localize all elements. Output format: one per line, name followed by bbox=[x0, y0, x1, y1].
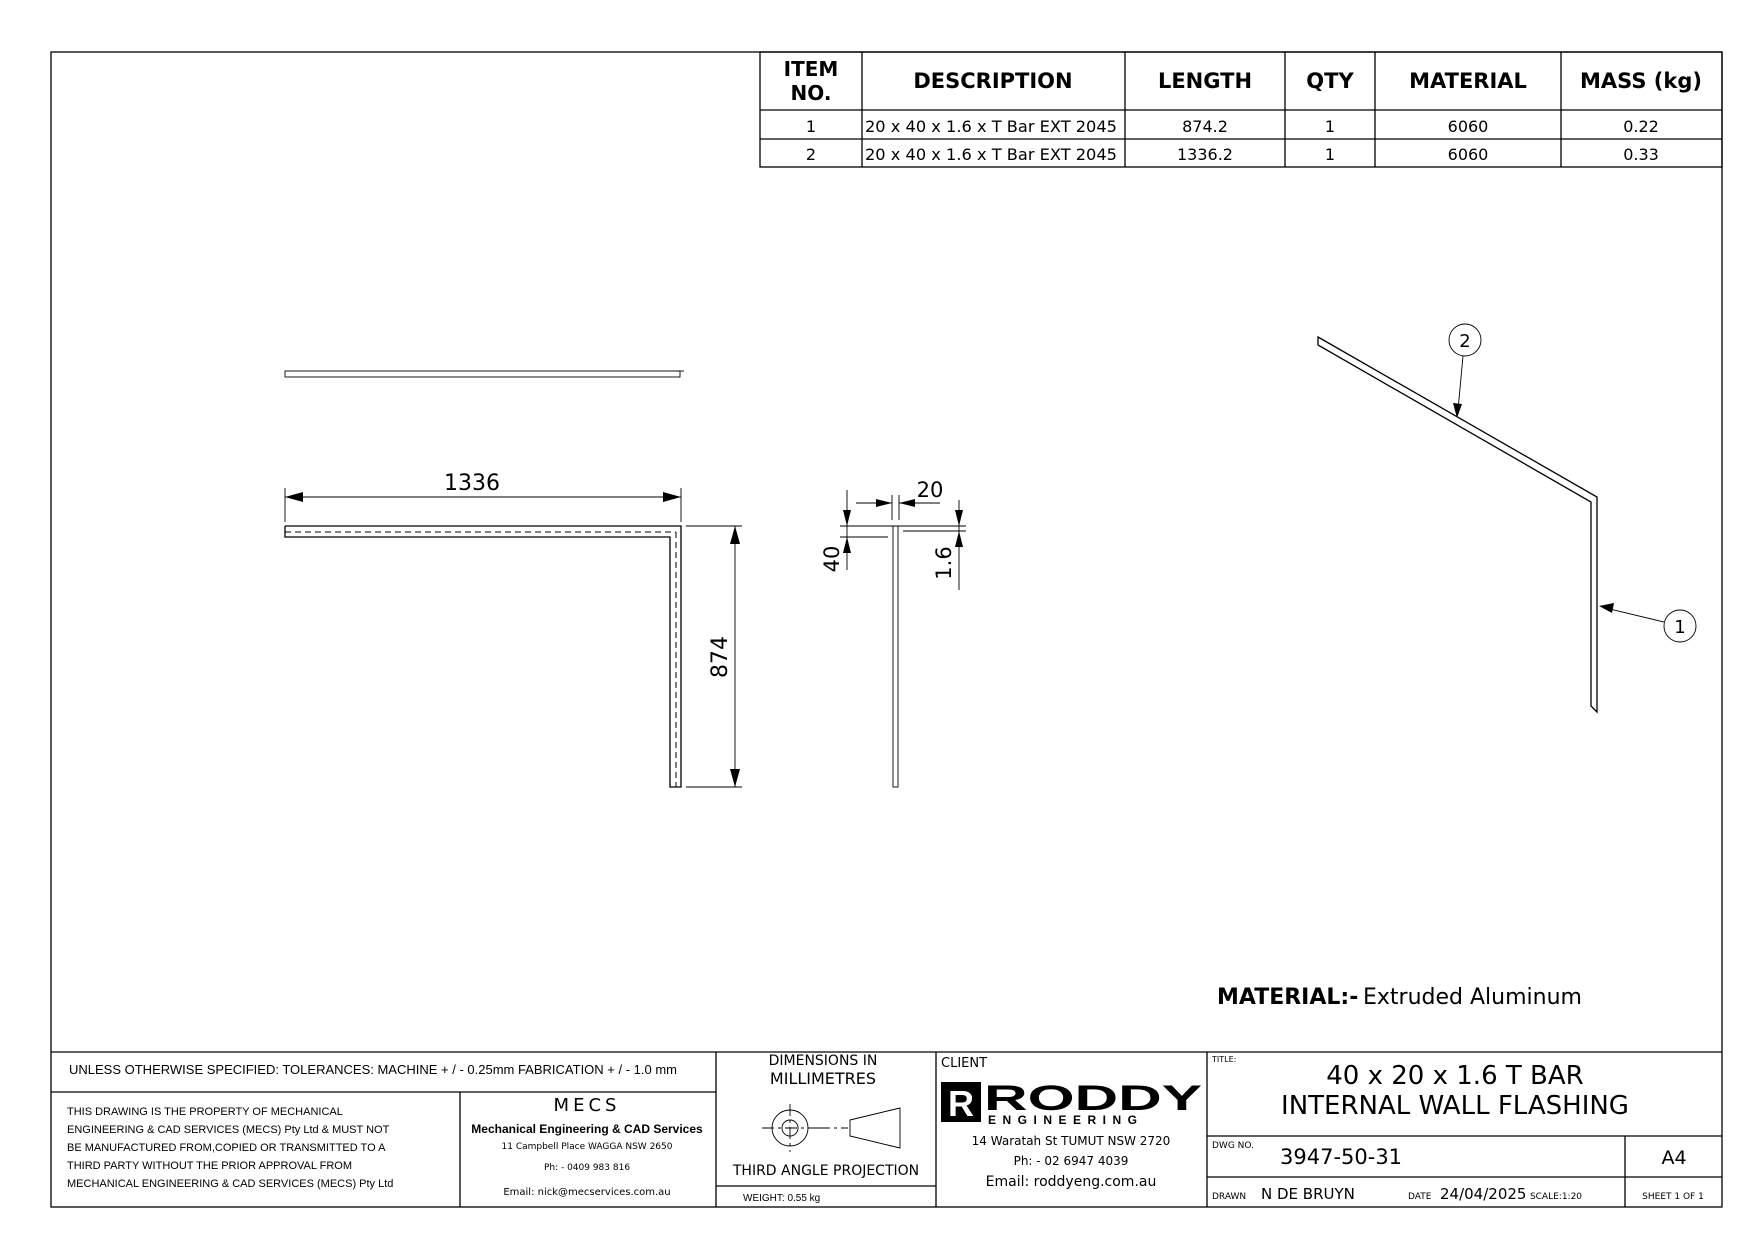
dimensions-in-line2: MILLIMETRES bbox=[769, 1069, 877, 1088]
bom-header-mass: MASS (kg) bbox=[1580, 69, 1702, 93]
weight-label: WEIGHT: 0.55 kg bbox=[743, 1193, 821, 1204]
bom-header-description: DESCRIPTION bbox=[913, 69, 1073, 93]
dimension-20 bbox=[856, 478, 943, 520]
roddy-logo-main: RODDY bbox=[984, 1079, 1202, 1118]
client-phone: Ph: - 02 6947 4039 bbox=[1013, 1154, 1129, 1168]
material-note-label: MATERIAL:- bbox=[1217, 985, 1359, 1010]
bom-cell-mass: 0.22 bbox=[1623, 117, 1659, 136]
roddy-logo bbox=[941, 1079, 1202, 1127]
dimensions-in-line1: DIMENSIONS IN bbox=[768, 1053, 878, 1069]
mecs-phone: Ph: - 0409 983 816 bbox=[543, 1163, 631, 1173]
mecs-name: Mechanical Engineering & CAD Services bbox=[471, 1122, 703, 1136]
bom-cell-qty: 1 bbox=[1324, 145, 1336, 164]
balloon-2-label: 2 bbox=[1459, 331, 1471, 352]
balloon-item-2 bbox=[1449, 324, 1481, 418]
drawn-by: N DE BRUYN bbox=[1261, 1185, 1355, 1203]
mecs-address: 11 Campbell Place WAGGA NSW 2650 bbox=[501, 1142, 673, 1152]
dwg-no: 3947-50-31 bbox=[1280, 1145, 1403, 1169]
dwg-no-label: DWG NO. bbox=[1212, 1141, 1254, 1151]
bom-header-item-line2: NO. bbox=[790, 81, 832, 105]
tolerances-note: UNLESS OTHERWISE SPECIFIED: TOLERANCES: MACHINE + / - 0.25mm FABRICATION + / - 1.0 mm bbox=[69, 1062, 677, 1077]
dimension-1336 bbox=[285, 471, 681, 522]
bom-cell-length: 1336.2 bbox=[1177, 145, 1233, 164]
dimension-20-label: 20 bbox=[916, 478, 944, 502]
dimension-40-label: 40 bbox=[820, 545, 844, 573]
drawing-title-line1: 40 x 20 x 1.6 T BAR bbox=[1326, 1061, 1584, 1091]
side-view bbox=[820, 478, 966, 787]
client-address: 14 Waratah St TUMUT NSW 2720 bbox=[971, 1134, 1171, 1148]
property-notice-line: ENGINEERING & CAD SERVICES (MECS) Pty Ltd & MUST NOT bbox=[67, 1124, 390, 1136]
bom-cell-material: 6060 bbox=[1447, 145, 1489, 164]
drawing-title-line2: INTERNAL WALL FLASHING bbox=[1281, 1091, 1629, 1121]
dimension-1-6 bbox=[903, 500, 966, 590]
scale-value: SCALE:1:20 bbox=[1529, 1192, 1583, 1202]
dimension-1336-label: 1336 bbox=[444, 471, 500, 496]
sheet-border bbox=[51, 52, 1722, 1207]
bom-cell-item: 2 bbox=[805, 145, 817, 164]
bom-row bbox=[806, 117, 1659, 136]
title-block bbox=[51, 1052, 1722, 1207]
property-notice-line: BE MANUFACTURED FROM,COPIED OR TRANSMITTED TO A bbox=[67, 1142, 386, 1154]
bom-cell-length: 874.2 bbox=[1182, 117, 1228, 136]
bom-header-qty: QTY bbox=[1306, 69, 1354, 93]
top-view bbox=[285, 371, 684, 377]
title-label: TITLE: bbox=[1212, 1055, 1237, 1064]
drawing-date: 24/04/2025 bbox=[1440, 1185, 1527, 1203]
sheet-number: SHEET 1 OF 1 bbox=[1642, 1192, 1704, 1202]
client-email: Email: roddyeng.com.au bbox=[985, 1174, 1157, 1190]
bom-row bbox=[806, 145, 1659, 164]
bom-header-item-line1: ITEM bbox=[783, 57, 839, 81]
mecs-email: Email: nick@mecservices.com.au bbox=[503, 1187, 671, 1198]
balloon-1-label: 1 bbox=[1674, 617, 1686, 638]
property-notice-line: THIS DRAWING IS THE PROPERTY OF MECHANICAL bbox=[67, 1106, 343, 1118]
third-angle-projection-icon bbox=[762, 1104, 900, 1152]
roddy-logo-sub: ENGINEERING bbox=[988, 1113, 1144, 1127]
bom-cell-qty: 1 bbox=[1324, 117, 1336, 136]
svg-text:R: R bbox=[948, 1083, 974, 1124]
material-note bbox=[1217, 985, 1582, 1010]
bom-header-length: LENGTH bbox=[1157, 69, 1253, 93]
bom-cell-mass: 0.33 bbox=[1623, 145, 1659, 164]
front-view bbox=[285, 471, 742, 787]
bom-header-material: MATERIAL bbox=[1409, 69, 1527, 93]
bom-table bbox=[760, 52, 1722, 167]
sheet-size: A4 bbox=[1661, 1147, 1687, 1169]
property-notice-line: THIRD PARTY WITHOUT THE PRIOR APPROVAL FROM bbox=[67, 1160, 353, 1172]
dimension-1-6-label: 1.6 bbox=[932, 546, 956, 580]
client-label: CLIENT bbox=[941, 1056, 988, 1071]
projection-label: THIRD ANGLE PROJECTION bbox=[732, 1163, 920, 1179]
bom-cell-description: 20 x 40 x 1.6 x T Bar EXT 2045 bbox=[865, 117, 1117, 136]
property-notice bbox=[67, 1106, 393, 1190]
bom-cell-item: 1 bbox=[805, 117, 817, 136]
bom-cell-description: 20 x 40 x 1.6 x T Bar EXT 2045 bbox=[865, 145, 1117, 164]
isometric-view bbox=[1318, 324, 1696, 712]
bom-cell-material: 6060 bbox=[1447, 117, 1489, 136]
date-label: DATE bbox=[1408, 1192, 1432, 1202]
dimension-874 bbox=[686, 526, 742, 787]
mecs-company bbox=[471, 1095, 703, 1198]
property-notice-line: MECHANICAL ENGINEERING & CAD SERVICES (MECS) Pty Ltd bbox=[67, 1178, 394, 1190]
mecs-logo: MECS bbox=[553, 1095, 621, 1116]
drawn-label: DRAWN bbox=[1212, 1192, 1247, 1202]
material-note-value: Extruded Aluminum bbox=[1363, 985, 1582, 1010]
balloon-item-1 bbox=[1599, 603, 1696, 642]
dimension-874-label: 874 bbox=[708, 636, 733, 678]
